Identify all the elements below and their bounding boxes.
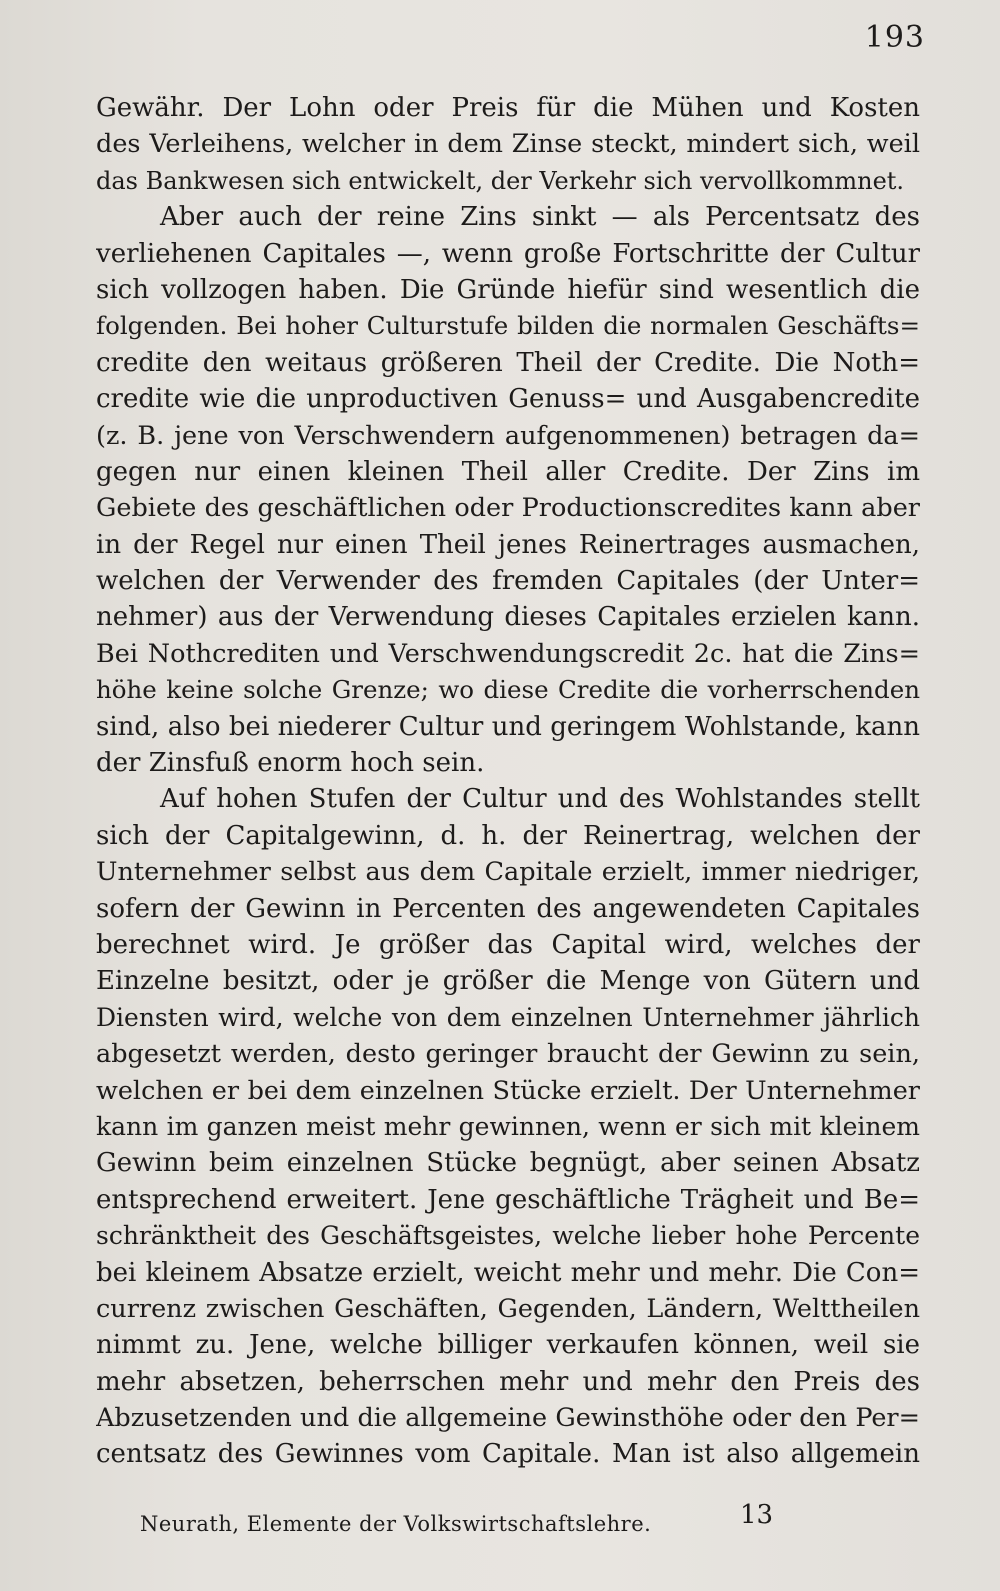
text-line: des Verleihens, welcher in dem Zinse steckt, mindert sich, weil — [96, 129, 920, 160]
text-line: verliehenen Capitales —, wenn große Fortschritte der Cultur — [96, 238, 920, 269]
text-line: Bei Nothcrediten und Verschwendungscredit 2c. hat die Zins= — [96, 638, 920, 669]
text-line: Auf hohen Stufen der Cultur und des Wohlstandes stellt — [160, 784, 920, 815]
text-line: credite wie die unproductiven Genuss= und Ausgabencredite — [96, 384, 920, 415]
text-line: Gewinn beim einzelnen Stücke begnügt, aber seinen Absatz — [96, 1148, 920, 1179]
text-line: Unternehmer selbst aus dem Capitale erzielt, immer niedriger, — [96, 857, 920, 888]
text-line: sich der Capitalgewinn, d. h. der Reinertrag, welchen der — [96, 820, 920, 851]
text-line: folgenden. Bei hoher Culturstufe bilden die normalen Geschäfts= — [96, 311, 920, 341]
text-line: welchen er bei dem einzelnen Stücke erzielt. Der Unternehmer — [96, 1075, 920, 1106]
text-line: nehmer) aus der Verwendung dieses Capitales erzielen kann. — [96, 602, 920, 633]
text-line: höhe keine solche Grenze; wo diese Credite die vorherrschenden — [96, 675, 920, 705]
page-number: 193 — [864, 20, 925, 55]
text-line: schränktheit des Geschäftsgeistes, welche lieber hohe Percente — [96, 1221, 920, 1251]
text-line: entsprechend erweitert. Jene geschäftliche Trägheit und Be= — [96, 1184, 920, 1215]
signature-mark: 13 — [740, 1500, 774, 1530]
text-line: berechnet wird. Je größer das Capital wird, welches der — [96, 929, 920, 960]
text-line: Einzelne besitzt, oder je größer die Menge von Gütern und — [96, 966, 920, 997]
text-line: kann im ganzen meist mehr gewinnen, wenn er sich mit kleinem — [96, 1111, 920, 1141]
footer-citation: Neurath, Elemente der Volkswirtschaftslehre. — [140, 1512, 652, 1536]
text-line: gegen nur einen kleinen Theil aller Credite. Der Zins im — [96, 456, 920, 487]
text-line: Abzusetzenden und die allgemeine Gewinsthöhe oder den Per= — [96, 1403, 920, 1434]
page-footer — [140, 1500, 780, 1540]
text-line: centsatz des Gewinnes vom Capitale. Man ist also allgemein — [96, 1439, 920, 1470]
text-line: sich vollzogen haben. Die Gründe hiefür sind wesentlich die — [96, 274, 920, 305]
text-line: Aber auch der reine Zins sinkt — als Percentsatz des — [160, 202, 920, 233]
text-line: in der Regel nur einen Theil jenes Reinertrages ausmachen, — [96, 529, 920, 560]
text-line: Gewähr. Der Lohn oder Preis für die Mühen und Kosten — [96, 93, 920, 123]
text-line: bei kleinem Absatze erzielt, weicht mehr und mehr. Die Con= — [96, 1257, 920, 1288]
text-line: (z. B. jene von Verschwendern aufgenommenen) betragen da= — [96, 420, 920, 451]
text-line: sofern der Gewinn in Percenten des angewendeten Capitales — [96, 893, 920, 924]
text-line: sind, also bei niederer Cultur und geringem Wohlstande, kann — [96, 711, 920, 742]
text-line: abgesetzt werden, desto geringer braucht der Gewinn zu sein, — [96, 1039, 920, 1070]
text-line: der Zinsfuß enorm hoch sein. — [96, 748, 485, 779]
text-line: Gebiete des geschäftlichen oder Productionscredites kann aber — [96, 493, 920, 524]
text-line: Diensten wird, welche von dem einzelnen Unternehmer jährlich — [96, 1002, 920, 1032]
text-line: welchen der Verwender des fremden Capitales (der Unter= — [96, 566, 920, 597]
text-line: das Bankwesen sich entwickelt, der Verkehr sich vervollkommnet. — [96, 166, 905, 195]
body-text — [96, 90, 920, 1473]
text-line: nimmt zu. Jene, welche billiger verkaufen können, weil sie — [96, 1330, 920, 1361]
text-line: mehr absetzen, beherrschen mehr und mehr den Preis des — [96, 1366, 920, 1397]
text-line: currenz zwischen Geschäften, Gegenden, Ländern, Welttheilen — [96, 1293, 920, 1324]
text-line: credite den weitaus größeren Theil der Credite. Die Noth= — [96, 347, 920, 378]
